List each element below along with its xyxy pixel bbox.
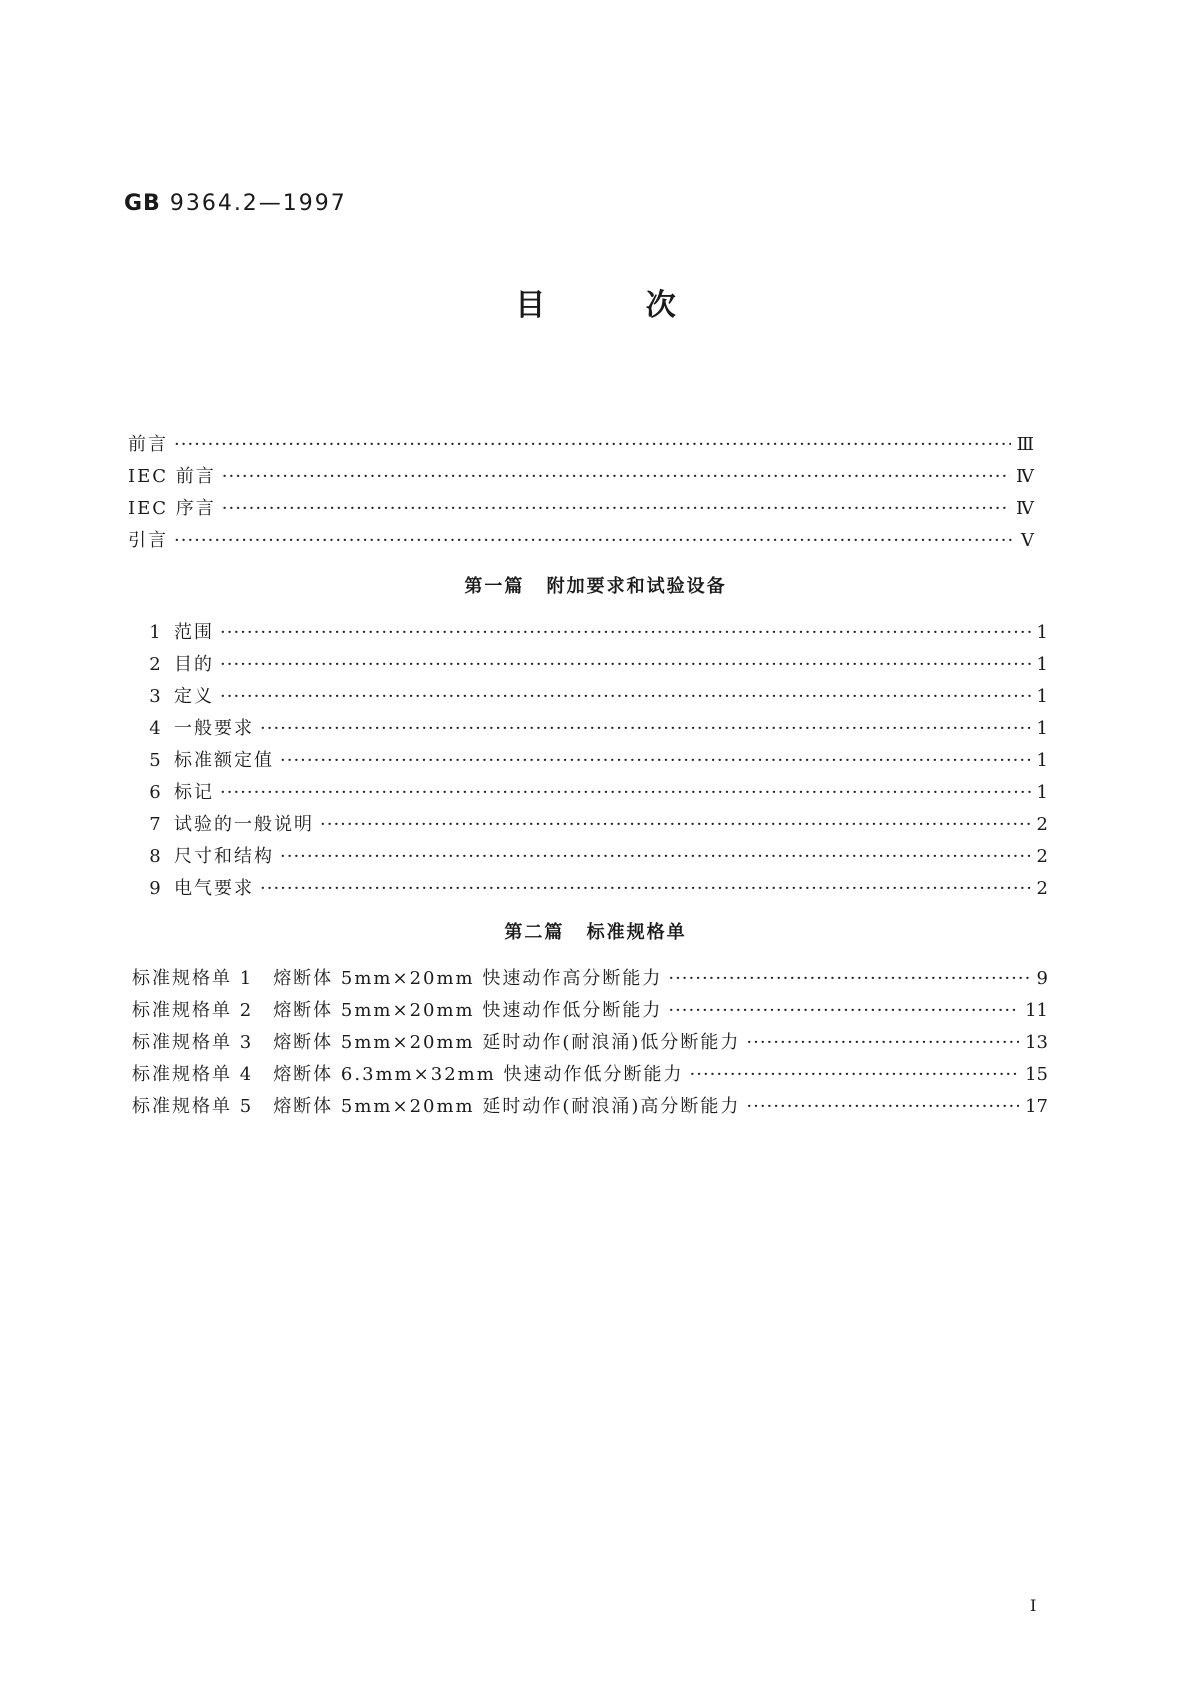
dot-leader <box>668 966 1030 992</box>
dot-leader <box>668 998 1019 1024</box>
toc-item-label: 熔断体 5mm×20mm 快速动作低分断能力 <box>273 1000 663 1021</box>
toc-item-label: 标准额定值 <box>174 750 274 771</box>
toc-item-spec-sheet[interactable] <box>132 998 1048 1024</box>
toc-item-page: 11 <box>1025 1000 1048 1021</box>
toc-item-page: 1 <box>1036 686 1048 707</box>
page-title: 目 次 <box>515 288 676 323</box>
spec-sheet-id: 标准规格单 1 <box>132 968 254 989</box>
toc-item-part1[interactable] <box>142 716 1048 742</box>
toc-item-page: 1 <box>1036 654 1048 675</box>
toc-item-label: 引言 <box>128 530 168 551</box>
dot-leader <box>220 684 1031 710</box>
toc-item-preface[interactable] <box>128 432 1034 458</box>
dot-leader <box>690 1062 1020 1088</box>
toc-item-page: Ⅳ <box>1016 498 1034 519</box>
spec-sheet-id: 标准规格单 3 <box>132 1032 254 1053</box>
dot-leader <box>220 780 1031 806</box>
toc-item-page: 2 <box>1036 814 1048 835</box>
dot-leader <box>174 432 1011 458</box>
dot-leader <box>220 620 1031 646</box>
toc-item-label: 熔断体 5mm×20mm 延时动作(耐浪涌)高分断能力 <box>273 1096 741 1117</box>
toc-item-page: 2 <box>1036 846 1048 867</box>
toc-item-label: 电气要求 <box>174 878 254 899</box>
toc-item-number: 6 <box>149 782 161 803</box>
toc-item-label: 标记 <box>174 782 214 803</box>
dot-leader <box>746 1030 1019 1056</box>
spec-sheet-id: 标准规格单 5 <box>132 1096 254 1117</box>
dot-leader <box>260 716 1031 742</box>
dot-leader <box>746 1094 1019 1120</box>
toc-item-part1[interactable] <box>142 652 1048 678</box>
toc-item-label: IEC 序言 <box>128 498 216 519</box>
toc-item-label: 一般要求 <box>174 718 254 739</box>
toc-item-part1[interactable] <box>142 620 1048 646</box>
toc-item-number: 4 <box>149 718 161 739</box>
dot-leader <box>174 528 1015 554</box>
toc-item-number: 9 <box>149 878 161 899</box>
spec-sheet-id: 标准规格单 4 <box>132 1064 254 1085</box>
toc-item-page: Ⅲ <box>1016 434 1034 455</box>
dot-leader <box>222 464 1010 490</box>
toc-item-introduction[interactable] <box>128 528 1034 554</box>
part2-title: 第二篇 标准规格单 <box>504 922 687 943</box>
toc-item-page: 2 <box>1036 878 1048 899</box>
toc-item-number: 3 <box>149 686 161 707</box>
standard-number: 9364.2—1997 <box>169 191 347 216</box>
dot-leader <box>260 876 1031 902</box>
toc-item-label: 范围 <box>174 622 214 643</box>
toc-item-number: 7 <box>149 814 161 835</box>
toc-item-part1[interactable] <box>142 780 1048 806</box>
toc-item-label: 熔断体 5mm×20mm 延时动作(耐浪涌)低分断能力 <box>273 1032 741 1053</box>
toc-item-number: 5 <box>149 750 161 771</box>
dot-leader <box>220 652 1031 678</box>
toc-item-label: 目的 <box>174 654 214 675</box>
dot-leader <box>280 748 1031 774</box>
toc-item-page: 1 <box>1036 750 1048 771</box>
toc-item-label: IEC 前言 <box>128 466 216 487</box>
toc-item-iec-foreword[interactable] <box>128 496 1034 522</box>
toc-item-page: 17 <box>1025 1096 1048 1117</box>
part1-title: 第一篇 附加要求和试验设备 <box>464 576 727 597</box>
toc-item-part1[interactable] <box>142 812 1048 838</box>
dot-leader <box>320 812 1031 838</box>
toc-item-label: 熔断体 5mm×20mm 快速动作高分断能力 <box>273 968 663 989</box>
toc-item-page: 9 <box>1036 968 1048 989</box>
toc-item-page: 1 <box>1036 622 1048 643</box>
toc-item-number: 2 <box>149 654 161 675</box>
toc-item-spec-sheet[interactable] <box>132 966 1048 992</box>
toc-item-label: 定义 <box>174 686 214 707</box>
toc-item-label: 尺寸和结构 <box>174 846 274 867</box>
toc-item-label: 前言 <box>128 434 168 455</box>
toc-item-spec-sheet[interactable] <box>132 1062 1048 1088</box>
toc-item-iec-preface[interactable] <box>128 464 1034 490</box>
standard-code <box>124 190 347 218</box>
toc-item-page: 1 <box>1036 718 1048 739</box>
toc-item-number: 1 <box>149 622 161 643</box>
toc-item-part1[interactable] <box>142 876 1048 902</box>
toc-item-number: 8 <box>149 846 161 867</box>
toc-item-page: Ⅳ <box>1016 466 1034 487</box>
toc-item-page: 15 <box>1025 1064 1048 1085</box>
standard-prefix: GB <box>124 191 161 216</box>
toc-item-part1[interactable] <box>142 684 1048 710</box>
toc-item-label: 熔断体 6.3mm×32mm 快速动作低分断能力 <box>273 1064 684 1085</box>
dot-leader <box>222 496 1010 522</box>
spec-sheet-id: 标准规格单 2 <box>132 1000 254 1021</box>
toc-item-part1[interactable] <box>142 748 1048 774</box>
toc-item-page: Ⅴ <box>1021 530 1034 551</box>
dot-leader <box>280 844 1031 870</box>
toc-item-page: 13 <box>1025 1032 1048 1053</box>
toc-item-page: 1 <box>1036 782 1048 803</box>
toc-item-part1[interactable] <box>142 844 1048 870</box>
toc-item-label: 试验的一般说明 <box>174 814 314 835</box>
toc-item-spec-sheet[interactable] <box>132 1030 1048 1056</box>
toc-item-spec-sheet[interactable] <box>132 1094 1048 1120</box>
page-number: I <box>1030 1596 1037 1615</box>
